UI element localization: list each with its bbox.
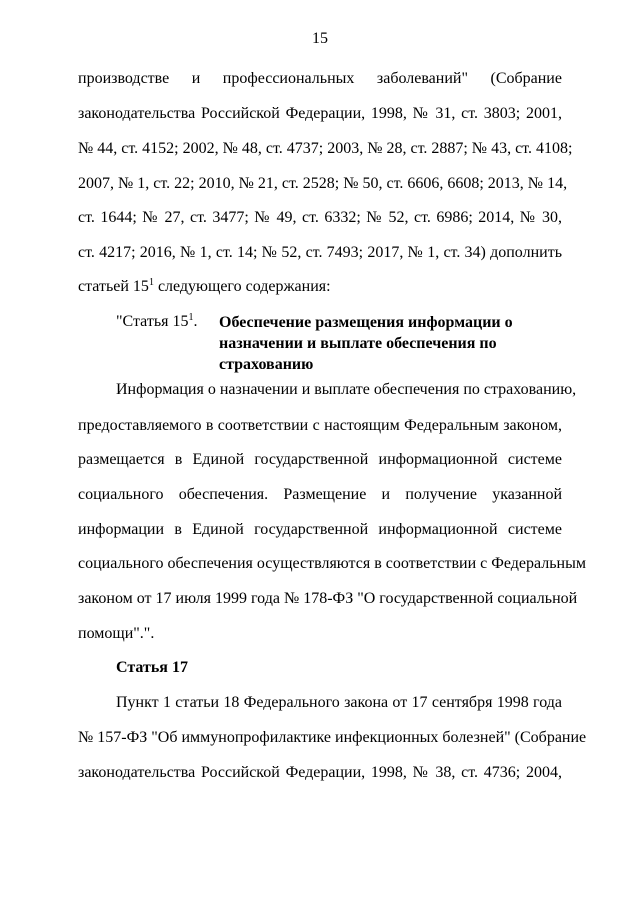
paragraph-line: размещается в Единой государственной информационной системе: [78, 451, 562, 468]
paragraph-line: информации в Единой государственной информационной системе: [78, 521, 562, 538]
text-run: следующего содержания:: [153, 278, 331, 295]
paragraph-line: ст. 4217; 2016, № 1, ст. 14; № 52, ст. 7493; 2017, № 1, ст. 34) дополнить: [78, 244, 562, 261]
paragraph-line: социального обеспечения. Размещение и получение указанной: [78, 486, 562, 503]
paragraph-line: предоставляемого в соответствии с настоящим Федеральным законом,: [78, 417, 562, 434]
paragraph-line: 2007, № 1, ст. 22; 2010, № 21, ст. 2528; № 50, ст. 6606, 6608; 2013, № 14,: [78, 175, 568, 192]
paragraph-line: Информация о назначении и выплате обеспечения по страхованию,: [116, 381, 577, 398]
paragraph-line: ст. 1644; № 27, ст. 3477; № 49, ст. 6332; № 52, ст. 6986; 2014, № 30,: [78, 209, 562, 226]
text-run: "Статья 15: [116, 313, 189, 330]
paragraph-line: помощи".".: [78, 625, 155, 642]
paragraph-line: законом от 17 июля 1999 года № 178-ФЗ "О государственной социальной: [78, 590, 578, 607]
article-heading: Обеспечение размещения информации о назначении и выплате обеспечения по страхованию: [219, 314, 513, 373]
word: заболеваний": [376, 70, 468, 87]
word: производстве: [78, 70, 170, 87]
superscript: 1: [148, 277, 154, 288]
paragraph-line: Пункт 1 статьи 18 Федерального закона от 17 сентября 1998 года: [116, 694, 562, 711]
paragraph-line: № 44, ст. 4152; 2002, № 48, ст. 4737; 2003, № 28, ст. 2887; № 43, ст. 4108;: [78, 140, 573, 157]
paragraph-line: законодательства Российской Федерации, 1998, № 38, ст. 4736; 2004,: [78, 764, 562, 781]
paragraph-line: [78, 277, 562, 297]
text-run: статьей 15: [78, 278, 149, 295]
article-title: Статья 17: [116, 659, 188, 676]
word: (Собрание: [490, 70, 562, 87]
text-run: .: [193, 313, 198, 330]
page-number: 15: [312, 30, 328, 47]
superscript: 1: [188, 312, 194, 323]
word: и: [191, 70, 201, 87]
article-label: [116, 312, 198, 332]
word: профессиональных: [222, 70, 355, 87]
paragraph-line: социального обеспечения осуществляются в соответствии с Федеральным: [78, 555, 586, 572]
paragraph-line: [78, 69, 562, 89]
paragraph-line: № 157-ФЗ "Об иммунопрофилактике инфекционных болезней" (Собрание: [78, 729, 587, 746]
paragraph-line: законодательства Российской Федерации, 1998, № 31, ст. 3803; 2001,: [78, 105, 562, 122]
